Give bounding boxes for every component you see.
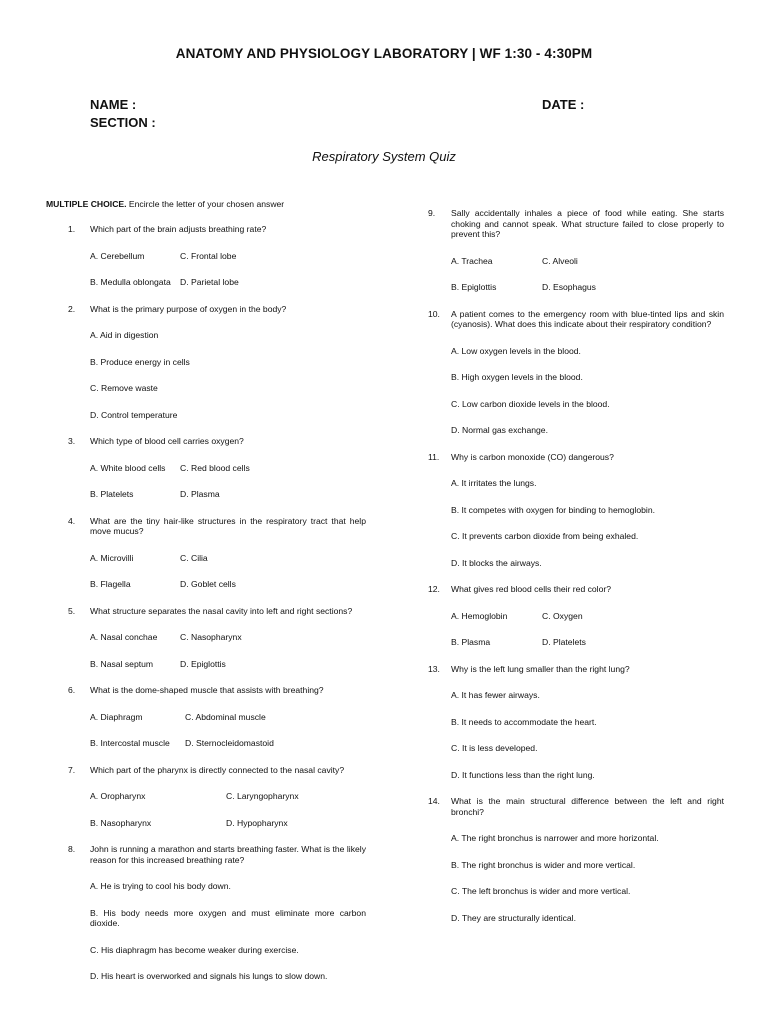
answer-choice[interactable]: B. Nasal septum <box>90 658 154 669</box>
answer-choice[interactable]: B. Produce energy in cells <box>90 356 190 367</box>
question-number: 13. <box>428 663 440 674</box>
answer-choice[interactable]: B. Plasma <box>451 637 491 647</box>
section-label: SECTION : <box>90 115 156 130</box>
answer-choice[interactable]: C. Remove waste <box>90 383 158 393</box>
question-12 <box>428 584 724 648</box>
answer-choice[interactable]: D. Normal gas exchange. <box>451 425 548 435</box>
answer-choice[interactable]: B. Flagella <box>90 579 131 589</box>
answer-choice[interactable]: B. High oxygen levels in the blood. <box>451 372 583 382</box>
question-3 <box>46 436 366 500</box>
question-text: What is the main structural difference between the left and right bronchi? <box>451 796 724 817</box>
answer-choice[interactable]: A. Cerebellum <box>90 250 145 261</box>
answer-choice[interactable]: D. Goblet cells <box>180 579 236 589</box>
question-number: 1. <box>68 224 76 234</box>
answer-choice[interactable]: B. It competes with oxygen for binding to hemoglobin. <box>451 504 655 515</box>
question-text: John is running a marathon and starts breathing faster. What is the likely reason for this increased breathing rate? <box>90 844 366 865</box>
answer-choice[interactable]: D. Plasma <box>180 489 220 499</box>
question-text: Which part of the pharynx is directly connected to the nasal cavity? <box>90 764 345 775</box>
answer-choice[interactable]: D. His heart is overworked and signals his lungs to slow down. <box>90 971 328 981</box>
answer-choice[interactable]: A. Oropharynx <box>90 791 146 801</box>
question-text: Which part of the brain adjusts breathing rate? <box>90 224 267 234</box>
question-number: 3. <box>68 436 76 446</box>
answer-choice[interactable]: B. Medulla oblongata <box>90 277 171 287</box>
question-8 <box>46 844 366 982</box>
question-2 <box>46 304 366 421</box>
question-number: 5. <box>68 605 76 616</box>
answer-choice[interactable]: A. The right bronchus is narrower and more horizontal. <box>451 833 659 843</box>
question-7 <box>46 765 366 829</box>
question-text: A patient comes to the emergency room with blue-tinted lips and skin (cyanosis). What does this indicate about their respiratory condition? <box>451 308 724 329</box>
answer-choice[interactable]: D. Sternocleidomastoid <box>185 738 274 748</box>
answer-choice[interactable]: C. His diaphragm has become weaker during exercise. <box>90 944 299 955</box>
question-number: 12. <box>428 584 440 594</box>
question-4 <box>46 516 366 590</box>
answer-choice[interactable]: A. Diaphragm <box>90 711 143 722</box>
question-text: What are the tiny hair-like structures in the respiratory tract that help move mucus? <box>90 515 366 536</box>
answer-choice[interactable]: A. It has fewer airways. <box>451 690 540 700</box>
answer-choice[interactable]: B. His body needs more oxygen and must eliminate more carbon dioxide. <box>90 907 366 928</box>
question-11 <box>428 452 724 569</box>
question-6 <box>46 685 366 749</box>
question-14 <box>428 796 724 923</box>
question-number: 7. <box>68 764 76 775</box>
answer-choice[interactable]: A. Low oxygen levels in the blood. <box>451 345 581 356</box>
instructions <box>46 199 284 209</box>
answer-choice[interactable]: C. Nasopharynx <box>180 632 242 642</box>
question-5 <box>46 606 366 670</box>
answer-choice[interactable]: A. Microvilli <box>90 552 134 563</box>
page-title: ANATOMY AND PHYSIOLOGY LABORATORY | WF 1:30 - 4:30PM <box>175 46 593 61</box>
question-text: Which type of blood cell carries oxygen? <box>90 436 244 446</box>
question-number: 9. <box>428 208 436 218</box>
question-number: 4. <box>68 515 76 526</box>
left-column <box>46 224 366 982</box>
answer-choice[interactable]: A. Trachea <box>451 255 493 266</box>
answer-choice[interactable]: D. Esophagus <box>542 282 596 292</box>
question-text: Why is the left lung smaller than the right lung? <box>451 663 630 674</box>
answer-choice[interactable]: C. Low carbon dioxide levels in the blood. <box>451 398 610 409</box>
answer-choice[interactable]: C. Abdominal muscle <box>185 711 266 722</box>
question-1 <box>46 224 366 288</box>
right-column <box>428 208 724 923</box>
answer-choice[interactable]: A. He is trying to cool his body down. <box>90 881 231 891</box>
answer-choice[interactable]: D. Hypopharynx <box>226 817 288 828</box>
answer-choice[interactable]: B. Epiglottis <box>451 282 497 292</box>
question-text: What is the dome-shaped muscle that assists with breathing? <box>90 685 324 695</box>
answer-choice[interactable]: C. Red blood cells <box>180 462 250 473</box>
answer-choice[interactable]: A. Nasal conchae <box>90 632 158 642</box>
answer-choice[interactable]: D. Platelets <box>542 637 586 647</box>
answer-choice[interactable]: D. Epiglottis <box>180 658 226 669</box>
answer-choice[interactable]: A. Hemoglobin <box>451 610 508 621</box>
answer-choice[interactable]: C. Alveoli <box>542 255 578 266</box>
answer-choice[interactable]: C. Laryngopharynx <box>226 791 299 801</box>
answer-choice[interactable]: A. White blood cells <box>90 462 166 473</box>
answer-choice[interactable]: A. It irritates the lungs. <box>451 478 537 488</box>
answer-choice[interactable]: B. Intercostal muscle <box>90 738 170 748</box>
answer-choice[interactable]: C. Frontal lobe <box>180 250 237 261</box>
question-number: 10. <box>428 308 440 319</box>
answer-choice[interactable]: B. The right bronchus is wider and more vertical. <box>451 859 636 870</box>
answer-choice[interactable]: A. Aid in digestion <box>90 330 159 340</box>
instructions-heading: MULTIPLE CHOICE. <box>46 199 127 209</box>
instructions-text: Encircle the letter of your chosen answer <box>126 199 285 209</box>
answer-choice[interactable]: D. Parietal lobe <box>180 277 239 287</box>
answer-choice[interactable]: D. It blocks the airways. <box>451 557 542 568</box>
answer-choice[interactable]: D. It functions less than the right lung. <box>451 769 595 780</box>
question-text: What gives red blood cells their red color? <box>451 584 612 594</box>
question-13 <box>428 664 724 781</box>
answer-choice[interactable]: C. Cilia <box>180 552 208 563</box>
question-number: 11. <box>428 451 440 462</box>
quiz-title: Respiratory System Quiz <box>312 149 456 164</box>
name-label: NAME : <box>90 97 137 112</box>
answer-choice[interactable]: B. It needs to accommodate the heart. <box>451 716 597 727</box>
answer-choice[interactable]: D. Control temperature <box>90 409 178 420</box>
question-10 <box>428 309 724 436</box>
answer-choice[interactable]: B. Nasopharynx <box>90 817 152 828</box>
question-number: 2. <box>68 303 76 314</box>
question-text: Why is carbon monoxide (CO) dangerous? <box>451 451 614 462</box>
question-number: 8. <box>68 844 76 854</box>
answer-choice[interactable]: D. They are structurally identical. <box>451 912 576 923</box>
answer-choice[interactable]: C. The left bronchus is wider and more vertical. <box>451 886 631 896</box>
question-number: 14. <box>428 796 440 806</box>
question-number: 6. <box>68 685 76 695</box>
question-text: Sally accidentally inhales a piece of food while eating. She starts choking and cannot speak. What structure failed to close properly to prevent this? <box>451 208 724 239</box>
question-9 <box>428 208 724 293</box>
date-label: DATE : <box>542 97 585 112</box>
answer-choice[interactable]: C. Oxygen <box>542 610 583 621</box>
question-text: What is the primary purpose of oxygen in the body? <box>90 303 287 314</box>
answer-choice[interactable]: C. It prevents carbon dioxide from being exhaled. <box>451 531 639 541</box>
answer-choice[interactable]: B. Platelets <box>90 489 134 499</box>
question-text: What structure separates the nasal cavity into left and right sections? <box>90 605 353 616</box>
answer-choice[interactable]: C. It is less developed. <box>451 743 538 753</box>
